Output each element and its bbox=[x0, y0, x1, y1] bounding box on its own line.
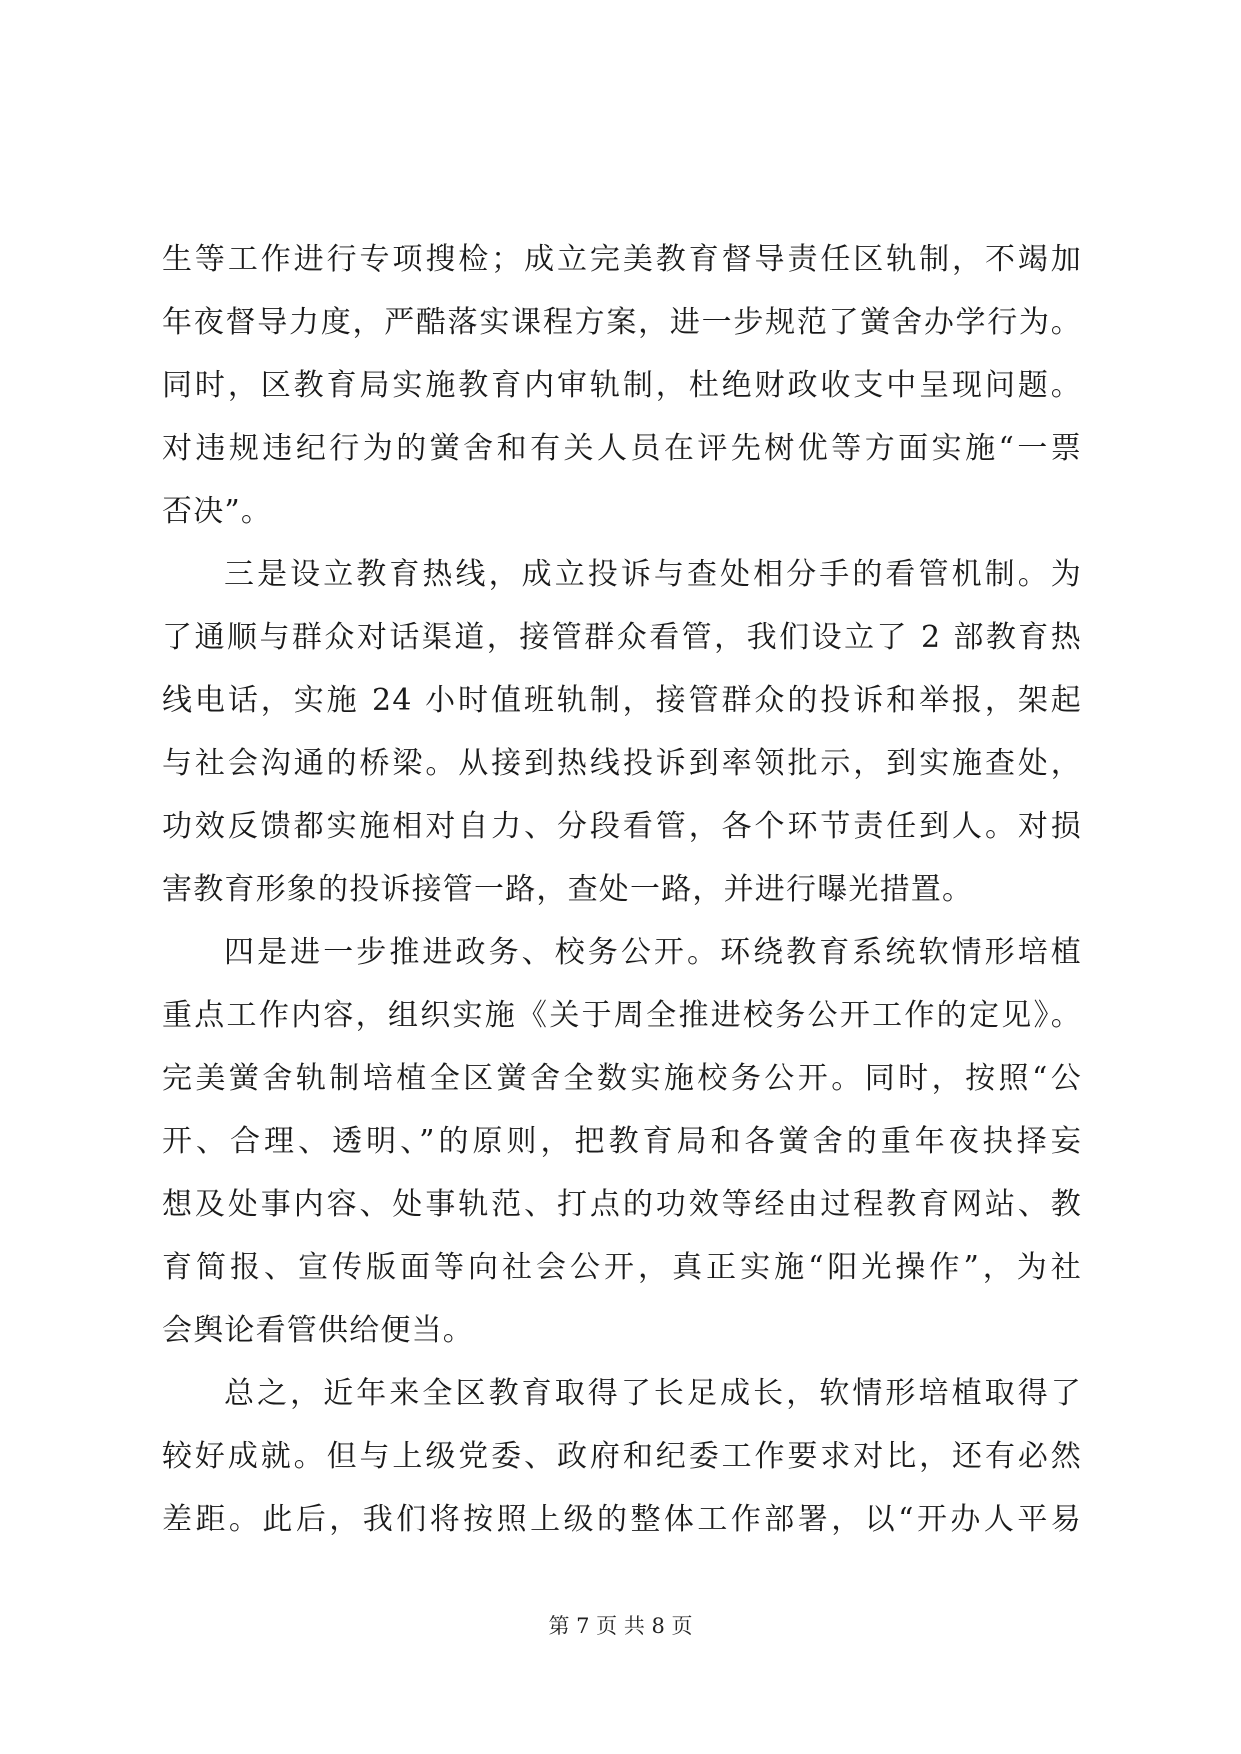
text-line: 育简报、宣传版面等向社会公开，真正实施“阳光操作”，为社 bbox=[162, 1250, 1082, 1285]
text-line: 生等工作进行专项搜检；成立完美教育督导责任区轨制，不竭加 bbox=[162, 242, 1082, 277]
text-line: 线电话，实施 24 小时值班轨制，接管群众的投诉和举报，架起 bbox=[162, 683, 1082, 718]
text-line: 重点工作内容，组织实施《关于周全推进校务公开工作的定见》。 bbox=[162, 998, 1082, 1033]
text-line: 差距。此后，我们将按照上级的整体工作部署，以“开办人平易 bbox=[162, 1502, 1082, 1537]
text-line: 了通顺与群众对话渠道，接管群众看管，我们设立了 2 部教育热 bbox=[162, 620, 1082, 655]
page-number-label: 第 7 页 共 8 页 bbox=[548, 1614, 693, 1638]
text-line: 与社会沟通的桥梁。从接到热线投诉到率领批示，到实施查处， bbox=[162, 746, 1082, 781]
text-line: 害教育形象的投诉接管一路，查处一路，并进行曝光措置。 bbox=[162, 872, 974, 907]
text-line: 完美黉舍轨制培植全区黉舍全数实施校务公开。同时，按照“公 bbox=[162, 1061, 1082, 1096]
text-line: 功效反馈都实施相对自力、分段看管，各个环节责任到人。对损 bbox=[162, 809, 1082, 844]
paragraph-first-line: 总之，近年来全区教育取得了长足成长，软情形培植取得了 bbox=[224, 1376, 1082, 1411]
text-line: 会舆论看管供给便当。 bbox=[162, 1313, 474, 1348]
text-line: 开、合理、透明、”的原则，把教育局和各黉舍的重年夜抉择妄 bbox=[162, 1124, 1082, 1159]
text-line: 想及处事内容、处事轨范、打点的功效等经由过程教育网站、教 bbox=[162, 1187, 1082, 1222]
paragraph-first-line: 四是进一步推进政务、校务公开。环绕教育系统软情形培植 bbox=[224, 935, 1082, 970]
text-line: 否决”。 bbox=[162, 494, 273, 529]
text-line: 年夜督导力度，严酷落实课程方案，进一步规范了黉舍办学行为。 bbox=[162, 305, 1082, 340]
text-line: 同时，区教育局实施教育内审轨制，杜绝财政收支中呈现问题。 bbox=[162, 368, 1082, 403]
document-body bbox=[162, 228, 1082, 1551]
paragraph-first-line: 三是设立教育热线，成立投诉与查处相分手的看管机制。为 bbox=[224, 557, 1082, 592]
text-line: 对违规违纪行为的黉舍和有关人员在评先树优等方面实施“一票 bbox=[162, 431, 1082, 466]
text-line: 较好成就。但与上级党委、政府和纪委工作要求对比，还有必然 bbox=[162, 1439, 1082, 1474]
page-footer bbox=[0, 1612, 1241, 1640]
